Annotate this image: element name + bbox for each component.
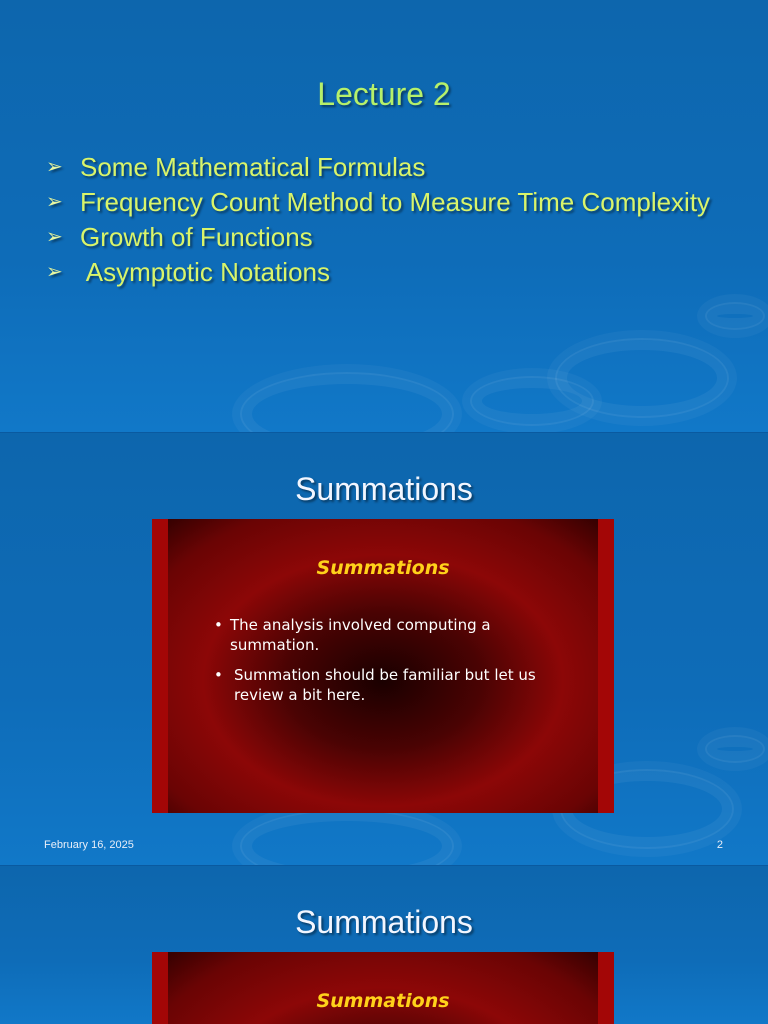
circle-decoration [598, 992, 614, 1024]
list-item: • Summation should be familiar but let us review a bit here. [214, 666, 536, 704]
circle-decoration [598, 559, 614, 613]
arrow-bullet-icon: ➢ [46, 261, 63, 283]
ripple-decoration [240, 809, 454, 865]
slide-1 [0, 0, 768, 432]
list-item: ➢ Some Mathematical Formulas [46, 150, 726, 185]
slide-title: Summations [295, 904, 473, 940]
summations-image [152, 519, 614, 813]
slide-2 [0, 433, 768, 865]
footer-page-number: 2 [716, 839, 723, 851]
footer-date: February 16, 2025 [44, 839, 134, 851]
slide-3 [0, 866, 768, 1024]
image-heading: Summations [316, 990, 450, 1012]
dot-bullet-icon: • [214, 666, 223, 684]
slide-title: Summations [295, 471, 473, 507]
dot-bullet-icon: • [214, 616, 223, 634]
arrow-bullet-icon: ➢ [46, 191, 63, 213]
image-heading: Summations [316, 557, 450, 579]
bullet-list [46, 150, 726, 290]
summations-image [152, 952, 614, 1024]
image-bullet-list [214, 615, 574, 715]
list-item: ➢ Frequency Count Method to Measure Time Complexity [46, 185, 726, 220]
list-item: ➢ Asymptotic Notations [46, 255, 726, 290]
ripple-decoration [705, 302, 765, 330]
list-item: • The analysis involved computing a summation. [214, 616, 491, 654]
arrow-bullet-icon: ➢ [46, 226, 63, 248]
slide-title: Lecture 2 [317, 76, 451, 112]
list-item: ➢ Growth of Functions [46, 220, 726, 255]
ripple-decoration [705, 735, 765, 763]
ripple-decoration [240, 372, 454, 432]
ripple-decoration [470, 376, 594, 426]
arrow-bullet-icon: ➢ [46, 156, 63, 178]
